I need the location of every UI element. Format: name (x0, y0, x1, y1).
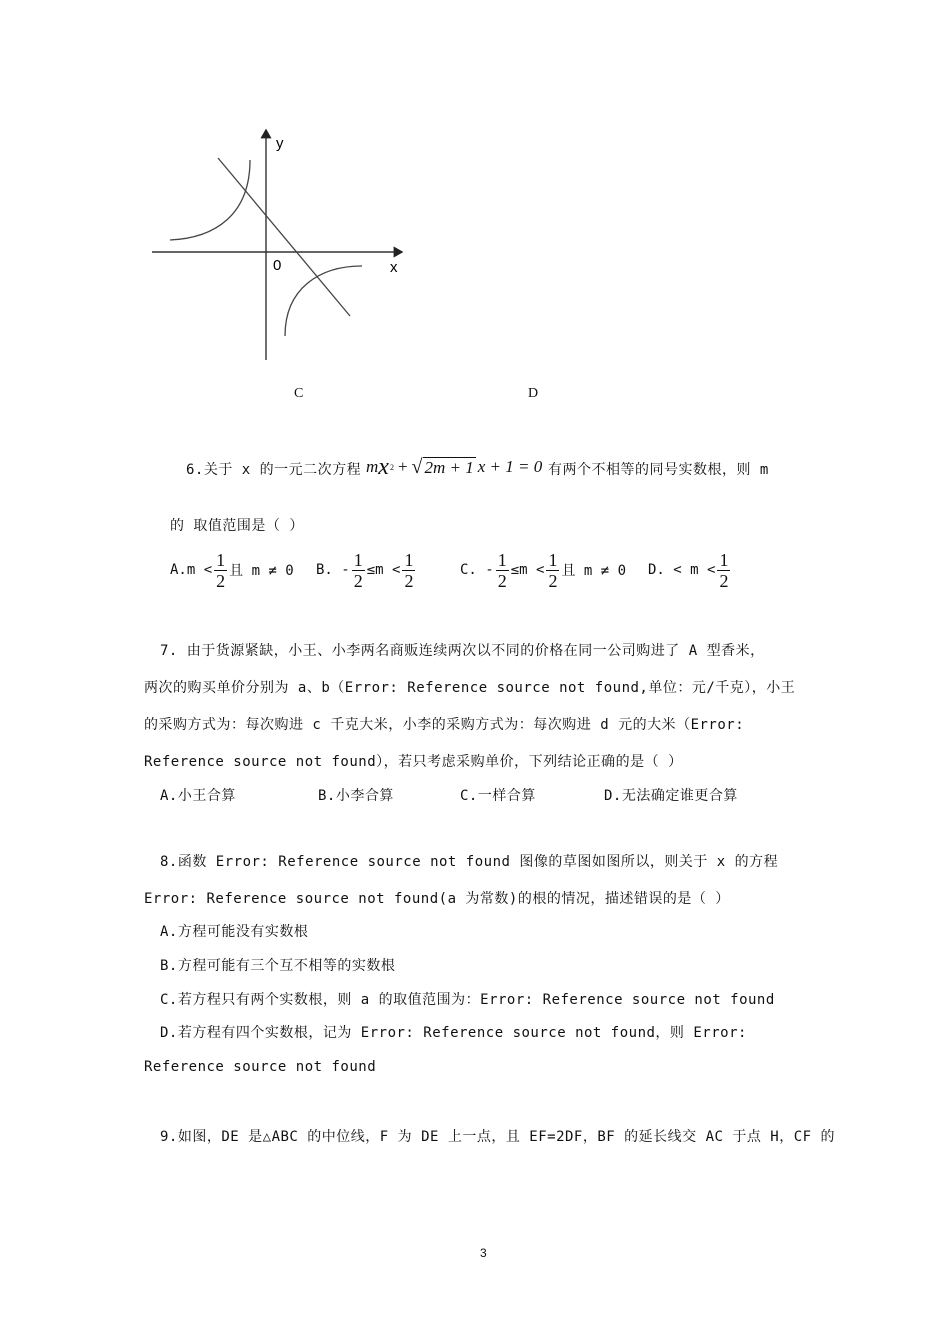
q8-option-d-cont: Reference source not found (144, 1059, 377, 1075)
eq-tail: x + 1 = 0 (477, 457, 543, 476)
q6-option-d (648, 548, 732, 592)
frac-num: 1 (353, 549, 363, 570)
q9-line1: 9.如图，DE 是△ABC 的中位线，F 为 DE 上一点，且 EF=2DF，BF 的延长线交 AC 于点 H，CF 的 (160, 1129, 836, 1145)
eq-square: 2 (389, 462, 394, 472)
option-c-mid: ≤m < (510, 562, 545, 578)
hyperbola-branch-upper-left (170, 160, 250, 240)
frac-num: 1 (719, 549, 729, 570)
frac-num: 1 (404, 549, 414, 570)
q8-line2: Error: Reference source not found(a 为常数)的根的情况，描述错误的是（ ） (144, 891, 730, 907)
q8-option-a: A.方程可能没有实数根 (160, 924, 309, 940)
fraction (496, 550, 509, 591)
hyperbola-branch-lower-right (285, 266, 362, 336)
eq-x: x (378, 453, 389, 480)
frac-den: 2 (497, 570, 507, 591)
fraction (546, 550, 559, 591)
q7-line3: 的采购方式为：每次购进 c 千克大米，小李的采购方式为：每次购进 d 元的大米（Error: (144, 717, 745, 733)
q6-option-c (460, 548, 626, 592)
option-c-pre: C. - (460, 562, 494, 578)
page-number: 3 (480, 1246, 487, 1260)
sqrt-icon: √ (411, 455, 423, 478)
eq-plus: + (397, 457, 408, 476)
frac-den: 2 (719, 570, 729, 591)
q7-option-a: A.小王合算 (160, 788, 236, 804)
q6-line2: 的 取值范围是（ ） (170, 518, 304, 534)
q6-option-b (316, 548, 417, 592)
graph-figure-c (140, 120, 420, 370)
q6-line1-prefix: 6.关于 x 的一元二次方程 (186, 462, 362, 478)
fraction (717, 550, 730, 591)
option-a-post: 且 m ≠ 0 (229, 563, 294, 579)
frac-den: 2 (548, 570, 558, 591)
fraction (402, 550, 415, 591)
origin-label: 0 (273, 257, 282, 274)
figure-label-c: C (294, 386, 304, 401)
q8-line1: 8.函数 Error: Reference source not found 图像的草图如图所以，则关于 x 的方程 (160, 854, 779, 870)
option-a-pre: A.m < (170, 562, 213, 578)
q7-option-c: C.一样合算 (460, 788, 536, 804)
q7-line4: Reference source not found），若只考虑采购单价，下列结论正确的是（ ） (144, 754, 683, 770)
q7-option-b: B.小李合算 (318, 788, 394, 804)
frac-num: 1 (548, 549, 558, 570)
option-b-mid: ≤m < (366, 562, 401, 578)
figure-label-d: D (528, 386, 539, 401)
q8-option-c: C.若方程只有两个实数根，则 a 的取值范围为：Error: Reference source not found (160, 992, 775, 1008)
q7-line1: 7. 由于货源紧缺，小王、小李两名商贩连续两次以不同的价格在同一公司购进了 A 型香米， (160, 643, 765, 659)
frac-den: 2 (404, 570, 414, 591)
frac-num: 1 (497, 549, 507, 570)
q6-option-a (170, 548, 294, 592)
q6-line1-suffix: 有两个不相等的同号实数根，则 m (548, 462, 769, 478)
frac-den: 2 (216, 570, 226, 591)
option-c-post: 且 m ≠ 0 (561, 563, 627, 579)
y-axis-label: y (276, 135, 284, 152)
option-b-pre: B. - (316, 562, 350, 578)
q8-option-b: B.方程可能有三个互不相等的实数根 (160, 958, 396, 974)
q7-line2: 两次的购买单价分别为 a、b（Error: Reference source not found,单位：元/千克），小王 (144, 680, 796, 696)
x-axis-label: x (390, 259, 398, 276)
option-d-pre: D. < m < (648, 562, 716, 578)
q7-option-d: D.无法确定谁更合算 (604, 788, 738, 804)
eq-m: m (366, 457, 379, 476)
frac-num: 1 (216, 549, 226, 570)
q8-option-d: D.若方程有四个实数根，记为 Error: Reference source not found，则 Error: (160, 1025, 747, 1041)
decreasing-line (218, 158, 350, 316)
fraction (352, 550, 365, 591)
q6-equation (366, 452, 542, 482)
eq-radicand: 2m + 1 (424, 457, 474, 477)
fraction (214, 550, 227, 591)
frac-den: 2 (353, 570, 363, 591)
